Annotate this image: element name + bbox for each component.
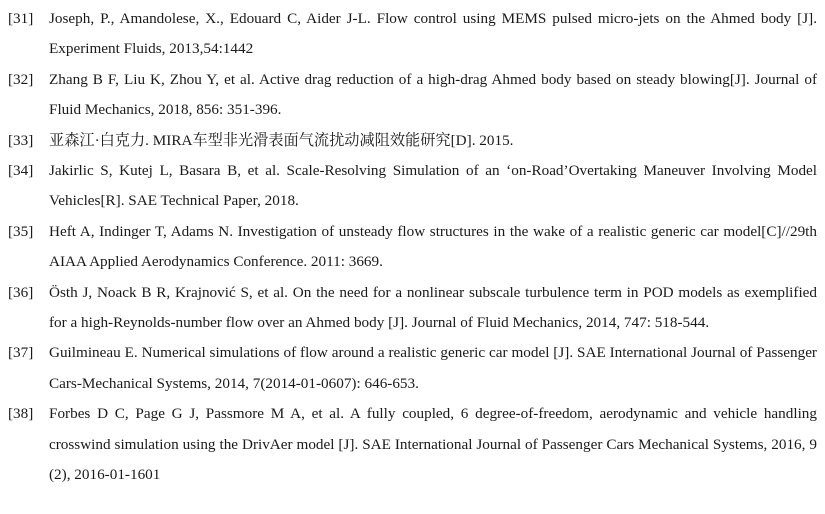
reference-number: [36]: [8, 283, 34, 301]
reference-entry-34: [4, 156, 817, 217]
reference-number: [32]: [8, 70, 34, 88]
reference-number: [38]: [8, 405, 34, 423]
reference-entry-37: [4, 338, 817, 399]
reference-text: Heft A, Indinger T, Adams N. Investigation of unsteady flow structures in the wake of a realistic generic car model[C]//29th AIAA Applied Aerodynamics Conference. 2011: 3669.: [49, 222, 817, 271]
reference-text: Östh J, Noack B R, Krajnović S, et al. On the need for a nonlinear subscale turbulence term in POD models as exemplified for a high-Reynolds-number flow over an Ahmed body [J]. Journal of Fluid Mechanics, 2014, 747: 518-544.: [49, 283, 817, 332]
reference-text: Zhang B F, Liu K, Zhou Y, et al. Active drag reduction of a high-drag Ahmed body based on steady blowing[J]. Journal of Fluid Mechanics, 2018, 856: 351-396.: [49, 70, 817, 119]
reference-number: [37]: [8, 344, 34, 362]
reference-entry-38: [4, 399, 817, 490]
reference-entry-31: [4, 4, 817, 65]
reference-text: Guilmineau E. Numerical simulations of flow around a realistic generic car model [J]. SAE International Journal of Passenger Cars-Mechanical Systems, 2014, 7(2014-01-0607): 646-653.: [49, 344, 817, 392]
reference-text: Forbes D C, Page G J, Passmore M A, et al. A fully coupled, 6 degree-of-freedom, aerodynamic and vehicle handling crosswind simulation using the DrivAer model [J]. SAE International Journal of Passenger Cars Mechanical Systems, 2016, 9 (2), 2016-01-1601: [49, 405, 817, 484]
reference-text: 亚森江·白克力. MIRA车型非光滑表面气流扰动减阻效能研究[D]. 2015.: [49, 131, 514, 149]
reference-entry-32: [4, 65, 817, 126]
reference-number: [35]: [8, 222, 34, 240]
reference-text: Joseph, P., Amandolese, X., Edouard C, Aider J-L. Flow control using MEMS pulsed micro-jets on the Ahmed body [J]. Experiment Fluids, 2013,54:1442: [49, 10, 817, 58]
reference-entry-36: [4, 278, 817, 339]
reference-number: [33]: [8, 131, 34, 149]
reference-number: [31]: [8, 10, 34, 27]
reference-entry-35: [4, 217, 817, 278]
reference-entry-33: [4, 126, 817, 156]
reference-number: [34]: [8, 162, 34, 180]
reference-text: Jakirlic S, Kutej L, Basara B, et al. Scale-Resolving Simulation of an ‘on-Road’Overtaking Maneuver Involving Model Vehicles[R]. SAE Technical Paper, 2018.: [49, 162, 817, 210]
